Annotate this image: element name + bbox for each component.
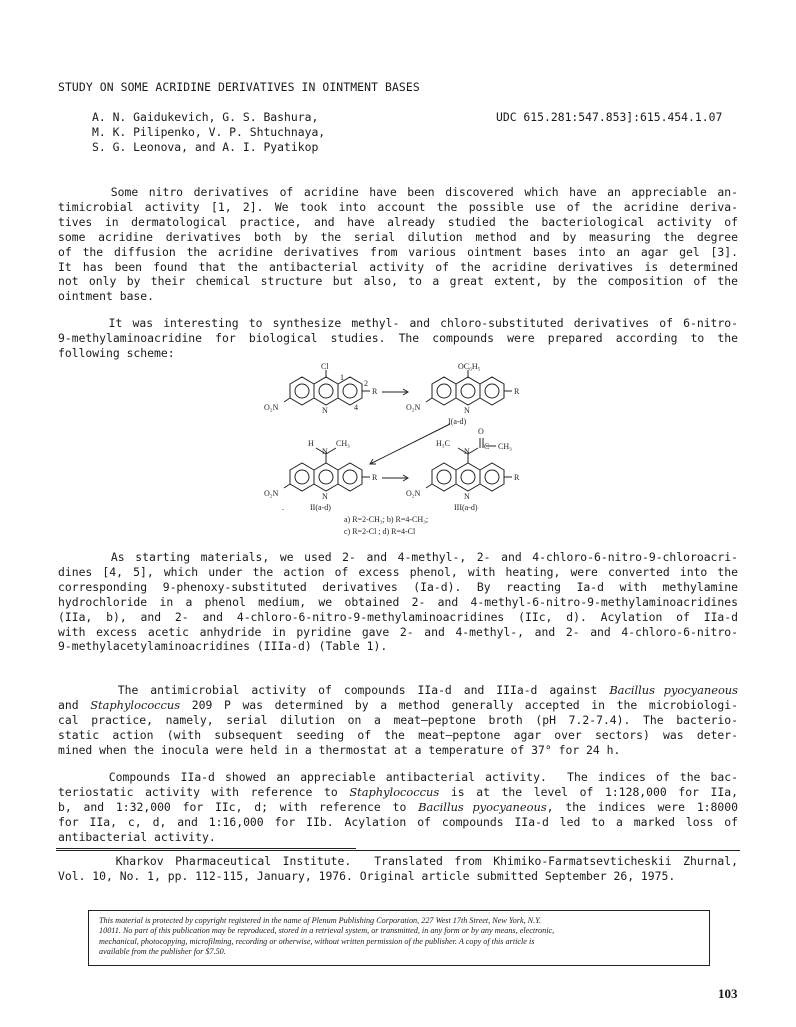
text-fragment: 209 P was determined by a method generally accepted in the microbiologi- (180, 697, 738, 712)
label-compound-i: I(a-d) (448, 417, 467, 426)
text-line: It was interesting to synthesize methyl- and chloro-substituted derivatives of 6-nitro- (58, 316, 738, 330)
text-line: static action (with subsequent seeding of the meat–peptone agar over sectors) was deter- (58, 727, 738, 742)
text-line: some acridine derivatives both by the serial dilution method and by measuring the degree (58, 229, 738, 244)
text-line: 9-methylaminoacridine for biological studies. The compounds were prepared according to the (58, 330, 738, 345)
author-line: A. N. Gaidukevich, G. S. Bashura, (92, 110, 319, 124)
label-r: R (372, 473, 378, 482)
species-name: Staphylococcus (349, 784, 440, 799)
reaction-scheme (260, 362, 540, 540)
notice-line: available from the publisher for $7.50. (99, 946, 226, 956)
label-compound-iii: III(a-d) (454, 503, 478, 512)
label-o2n: O₂N (264, 403, 279, 412)
text-line: mined when the inocula were held in a thermostat at a temperature of 37° for 24 h. (58, 742, 621, 757)
label-pos2: 2 (364, 379, 368, 388)
text-line (58, 698, 738, 713)
text-line: timicrobial activity [1, 2]. We took into account the possible use of the acridine deriva- (58, 199, 738, 214)
paragraph-results (58, 770, 738, 845)
label-n: N (464, 447, 470, 456)
text-fragment: b, and 1:32,000 for IIc, d; with reference to (58, 799, 419, 814)
page-number: 103 (718, 986, 738, 1001)
text-line (58, 785, 738, 800)
paragraph-intro (58, 185, 738, 304)
label-h: H (308, 439, 314, 448)
text-fragment: teriostatic activity with reference to (58, 784, 350, 799)
footnote-divider (56, 850, 740, 851)
label-o2n: O₂N (406, 489, 421, 498)
label-h3c: H₃C (436, 439, 450, 448)
footnote-divider-thick (56, 848, 356, 849)
label-n: N (322, 447, 328, 456)
text-line: It has been found that the antibacterial activity of the acridine derivatives is determined (58, 259, 738, 274)
label-n: N (322, 406, 328, 415)
label-n: N (464, 492, 470, 501)
label-o: O (478, 427, 484, 436)
legend-line: a) R=2-CH₃; b) R=4-CH₃; (344, 515, 429, 524)
legend-line: c) R=2-Cl ; d) R=4-Cl (344, 527, 416, 536)
text-line: hydrochloride in a phenol medium, we obtained 2- and 4-methyl-6-nitro-9-methylaminoacridines (58, 594, 738, 609)
text-line: not only by their chemical structure but also, to a great extent, by the composition of the (58, 274, 738, 289)
text-line: of the diffusion the acridine derivatives from various ointment bases into an agar gel [3]. (58, 244, 738, 259)
text-line: 9-methylacetylaminoacridines (IIIa-d) (Table 1). (58, 639, 388, 654)
label-o2n: O₂N (264, 489, 279, 498)
label-r: R (514, 473, 520, 482)
author-line: S. G. Leonova, and A. I. Pyatikop (92, 139, 319, 154)
author-line: M. K. Pilipenko, V. P. Shtuchnaya, (92, 124, 326, 139)
label-dot: . (282, 503, 284, 512)
text-line: following scheme: (58, 345, 175, 360)
text-line: Vol. 10, No. 1, pp. 112-115, January, 1976. Original article submitted September 26, 1975. (58, 868, 676, 883)
author-list (92, 110, 325, 155)
text-line (58, 800, 738, 815)
paragraph-methods (58, 683, 738, 758)
text-line: Kharkov Pharmaceutical Institute. Translated from Khimiko-Farmatsevticheskii Zhurnal, (58, 854, 738, 868)
label-n: N (322, 492, 328, 501)
text-line: for IIa, c, d, and 1:16,000 for IIb. Acylation of compounds IIa-d led to a marked loss of (58, 814, 738, 829)
paragraph-synthesis (58, 316, 738, 361)
text-line: corresponding 9-phenoxy-substituted derivatives (Ia-d). By reacting Ia-d with methylamine (58, 579, 738, 594)
text-line: Some nitro derivatives of acridine have been discovered which have an appreciable an- (58, 185, 738, 199)
udc-code: UDC 615.281:547.853]:615.454.1.07 (496, 110, 723, 124)
text-line: As starting materials, we used 2- and 4-methyl-, 2- and 4-chloro-6-nitro-9-chloroacri- (58, 550, 738, 564)
label-r: R (514, 387, 520, 396)
text-line: (IIa, b), and 2- and 4-chloro-6-nitro-9-methylaminoacridines (IIc, d). Acylation of IIa-d (58, 609, 738, 624)
text-fragment: is at the level of 1:128,000 for IIa, (439, 784, 738, 799)
acridine-structure-start (284, 370, 370, 405)
label-ch3: CH₃ (336, 439, 350, 448)
footnote (58, 854, 738, 884)
label-pos1: 1 (340, 373, 344, 382)
species-name: Bacillus pyocyaneous (418, 799, 547, 814)
label-o2n: O₂N (406, 403, 421, 412)
label-phenoxy: OC₆H₅ (458, 362, 481, 371)
paragraph-materials (58, 550, 738, 654)
label-c: C (484, 442, 490, 451)
text-line: ointment base. (58, 289, 155, 304)
species-name: Staphylococcus (90, 697, 181, 712)
label-n: N (464, 406, 470, 415)
copyright-notice (88, 910, 710, 966)
notice-line: 10011. No part of this publication may be reproduced, stored in a retrieval system, or transmitted, in any form or by any means, electronic, (99, 926, 555, 936)
text-fragment: , the indices were 1:8000 (546, 799, 738, 814)
label-pos4: 4 (354, 403, 358, 412)
text-line (58, 683, 738, 698)
label-r: R (372, 387, 378, 396)
notice-line: mechanical, photocopying, microfilming, recording or otherwise, without written permission of the publisher. A copy of this article is (99, 936, 535, 946)
text-fragment: and (58, 697, 91, 712)
text-line: cal practice, namely, serial dilution on a meat–peptone broth (pH 7.2-7.4). The bacterio- (58, 712, 738, 727)
text-line: antibacterial activity. (58, 829, 216, 844)
text-line: dines [4, 5], which under the action of excess phenol, with heating, were converted into the (58, 564, 738, 579)
text-fragment: The antimicrobial activity of compounds IIa-d and IIIa-d against (58, 683, 610, 697)
acridine-structure-phenoxy (426, 370, 512, 405)
text-line: with excess acetic anhydride in pyridine gave 2- and 4-methyl-, and 2- and 4-chloro-6-nitro- (58, 624, 738, 639)
text-line: tives in dermatological practice, and have already studied the bacteriological activity of (58, 214, 738, 229)
article-title: STUDY ON SOME ACRIDINE DERIVATIVES IN OINTMENT BASES (58, 80, 420, 94)
label-compound-ii: II(a-d) (310, 503, 331, 512)
notice-line: This material is protected by copyright registered in the name of Plenum Publishing Corporation, 227 West 17th Street, New York, N.Y. (99, 916, 542, 925)
species-name: Bacillus pyocyaneous (609, 683, 738, 697)
label-ch3: CH₃ (498, 442, 512, 451)
label-cl: Cl (321, 362, 329, 371)
text-line: Compounds IIa-d showed an appreciable antibacterial activity. The indices of the bac- (58, 770, 738, 784)
